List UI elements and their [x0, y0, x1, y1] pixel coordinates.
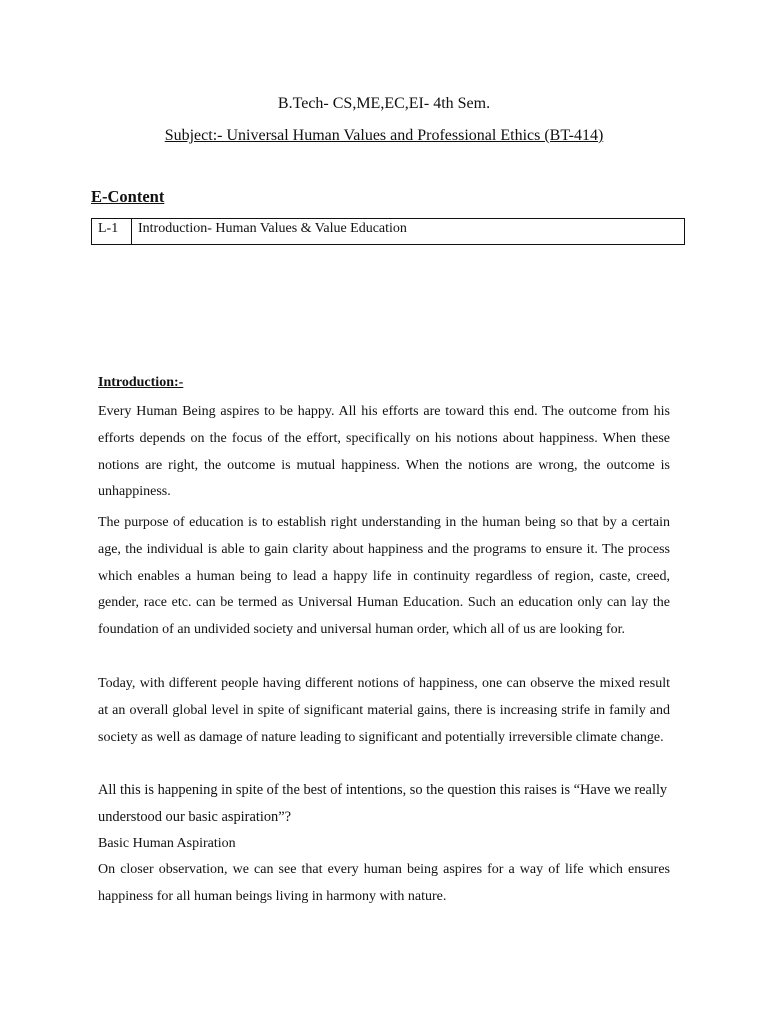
- paragraph: Every Human Being aspires to be happy. All his efforts are toward this end. The outcome from his efforts depends on the focus of the effort, specifically on his notions about happiness. When these notions are right, the outcome is mutual happiness. When the notions are wrong, the outcome is unhappiness.: [98, 404, 670, 500]
- paragraph: Today, with different people having different notions of happiness, one can observe the mixed result at an overall global level in spite of significant material gains, there is increasing strife in family and society as well as damage of nature leading to significant and potentially irreversible climate change.: [98, 676, 670, 745]
- paragraph: The purpose of education is to establish right understanding in the human being so that by a certain age, the individual is able to gain clarity about happiness and the programs to ensure it. The process which enables a human being to lead a happy life in continuity regardless of region, caste, creed, gender, race etc. can be termed as Universal Human Education. Such an education only can lay the foundation of an undivided society and universal human order, which all of us are looking for.: [98, 515, 670, 638]
- lecture-code-cell: L-1: [92, 219, 132, 245]
- paragraph: On closer observation, we can see that every human being aspires for a way of life which ensures happiness for all human beings living in harmony with nature.: [98, 862, 670, 904]
- section-title: E-Content: [91, 187, 165, 206]
- introduction-heading: Introduction:-: [98, 375, 184, 390]
- subject-heading: Subject:- Universal Human Values and Professional Ethics (BT-414): [164, 127, 604, 144]
- paragraph: All this is happening in spite of the best of intentions, so the question this raises is “Have we really understood our basic aspiration”?: [98, 782, 668, 825]
- basic-aspiration-heading: Basic Human Aspiration: [98, 836, 236, 851]
- course-heading: B.Tech- CS,ME,EC,EI- 4th Sem.: [277, 95, 491, 112]
- table-row: [92, 219, 685, 245]
- lecture-topic-cell: Introduction- Human Values & Value Education: [132, 219, 685, 245]
- lecture-table: [91, 218, 685, 245]
